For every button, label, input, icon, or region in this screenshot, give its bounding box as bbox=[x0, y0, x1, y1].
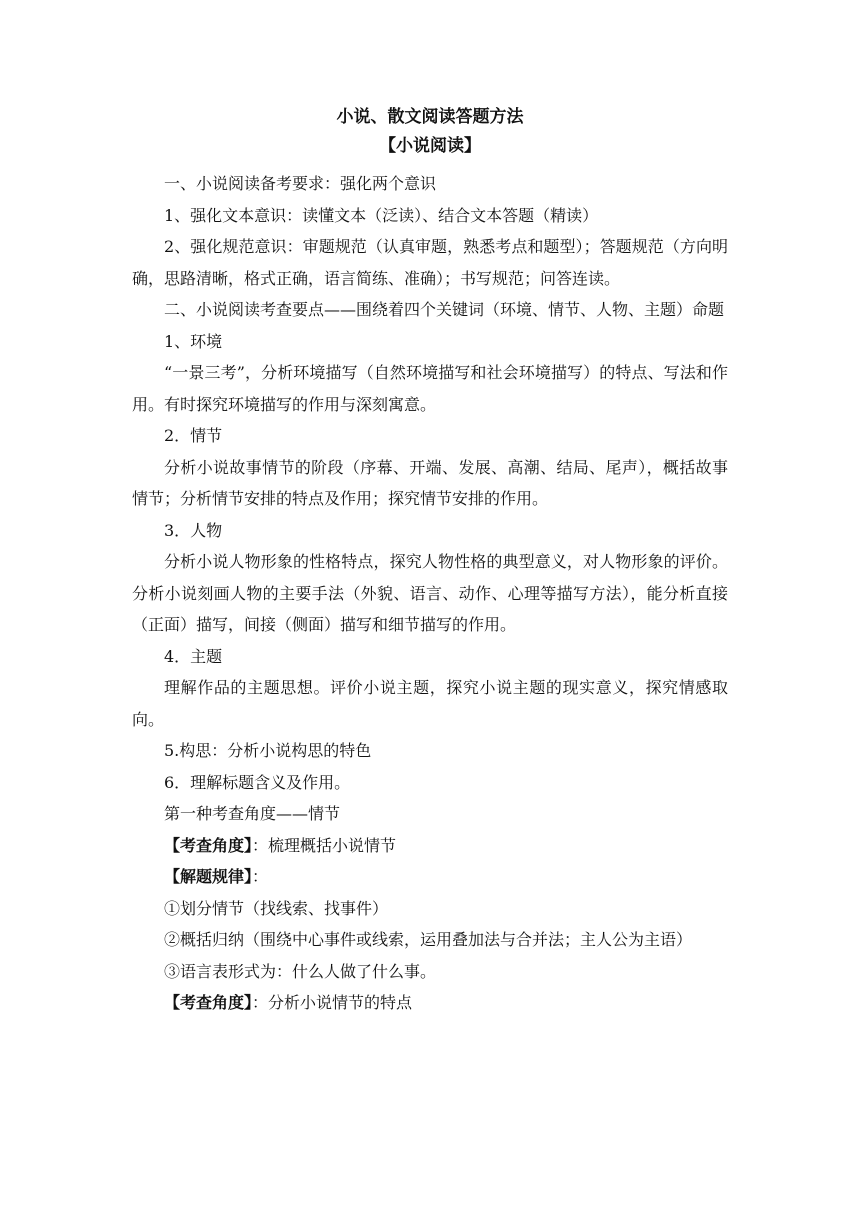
paragraph-text: ： bbox=[252, 867, 269, 886]
paragraph: “一景三考”，分析环境描写（自然环境描写和社会环境描写）的特点、写法和作用。有时探究环境描写的作用与深刻寓意。 bbox=[132, 363, 728, 414]
paragraph: 1、环境 bbox=[164, 331, 223, 351]
paragraph: 2．情节 bbox=[164, 426, 223, 445]
paragraph: 5.构思：分析小说构思的特色 bbox=[164, 741, 372, 760]
paragraph: 3．人物 bbox=[164, 520, 223, 540]
paragraph: 分析小说故事情节的阶段（序幕、开端、发展、高潮、结局、尾声），概括故事情节；分析情节安排的特点及作用；探究情节安排的作用。 bbox=[132, 457, 728, 508]
paragraph bbox=[132, 861, 728, 893]
paragraph: 1、强化文本意识：读懂文本（泛读）、结合文本答题（精读） bbox=[164, 205, 599, 225]
paragraph bbox=[132, 987, 728, 1019]
paragraph-text: ：分析小说情节的特点 bbox=[252, 993, 413, 1012]
paragraph: 第一种考查角度——情节 bbox=[164, 804, 341, 823]
paragraph: 6．理解标题含义及作用。 bbox=[164, 772, 351, 792]
paragraph: ①划分情节（找线索、找事件） bbox=[164, 898, 389, 918]
paragraph bbox=[132, 830, 728, 862]
paragraph: 理解作品的主题思想。评价小说主题，探究小说主题的现实意义，探究情感取向。 bbox=[132, 678, 728, 729]
paragraph: ③语言表形式为：什么人做了什么事。 bbox=[164, 961, 437, 981]
paragraph: 二、小说阅读考查要点——围绕着四个关键词（环境、情节、人物、主题）命题 bbox=[164, 300, 725, 319]
paragraph: 4．主题 bbox=[164, 646, 223, 666]
paragraph-text: ：梳理概括小说情节 bbox=[252, 835, 397, 855]
bold-label: 【解题规律】 bbox=[164, 867, 253, 886]
section-heading-novel: 【小说阅读】 bbox=[379, 136, 481, 156]
paragraph: 一、小说阅读备考要求：强化两个意识 bbox=[164, 174, 437, 193]
document-title: 小说、散文阅读答题方法 bbox=[336, 107, 524, 127]
paragraph: ②概括归纳（围绕中心事件或线索，运用叠加法与合并法；主人公为主语） bbox=[164, 930, 693, 949]
bold-label: 【考查角度】 bbox=[164, 993, 253, 1012]
bold-label: 【考查角度】 bbox=[164, 835, 253, 855]
paragraph: 2、强化规范意识：审题规范（认真审题，熟悉考点和题型）；答题规范（方向明确，思路清晰，格式正确，语言简练、准确）；书写规范；问答连读。 bbox=[132, 237, 728, 288]
paragraph: 分析小说人物形象的性格特点，探究人物性格的典型意义，对人物形象的评价。分析小说刻画人物的主要手法（外貌、语言、动作、心理等描写方法），能分析直接（正面）描写，间接（侧面）描写和细节描写的作用。 bbox=[132, 552, 728, 634]
